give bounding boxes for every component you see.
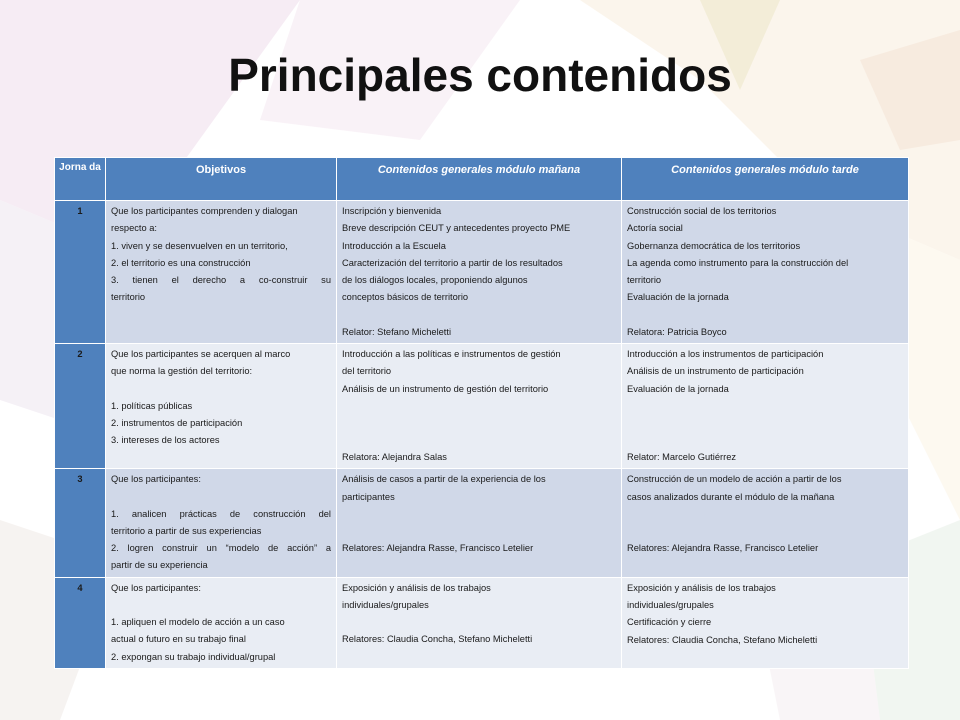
contenido-line: Análisis de un instrumento de gestión del territorio	[342, 383, 549, 394]
page-title: Principales contenidos	[228, 49, 732, 101]
tarde-cell	[622, 344, 909, 469]
objetivo-intro: Que los participantes:	[111, 582, 201, 593]
contenido-line: conceptos básicos de territorio	[342, 292, 469, 303]
manana-cell	[337, 469, 622, 577]
objetivo-intro: que norma la gestión del territorio:	[111, 366, 253, 377]
relator-line: Relator: Stefano Micheletti	[342, 326, 452, 337]
row-number: 2	[55, 344, 106, 469]
header-objetivos: Objetivos	[106, 158, 337, 201]
contenido-line: Caracterización del territorio a partir de los resultados	[342, 257, 563, 268]
tarde-cell	[622, 469, 909, 577]
objetivo-item: partir de su experiencia	[111, 560, 208, 571]
objetivos-cell	[106, 469, 337, 577]
relator-line: Relatores: Claudia Concha, Stefano Micheletti	[342, 634, 533, 645]
contenido-line: Introducción a los instrumentos de participación	[627, 349, 824, 360]
row-number: 4	[55, 577, 106, 668]
objetivo-intro: Que los participantes se acerquen al marco	[111, 349, 291, 360]
objetivo-item: 2. expongan su trabajo individual/grupal	[111, 651, 276, 662]
relator-line: Relator: Marcelo Gutiérrez	[627, 451, 737, 462]
objetivos-cell	[106, 577, 337, 668]
contenido-line: Evaluación de la jornada	[627, 292, 729, 303]
manana-cell	[337, 344, 622, 469]
row-number: 1	[55, 201, 106, 344]
contenido-line: Introducción a la Escuela	[342, 240, 446, 251]
relator-line: Relatores: Alejandra Rasse, Francisco Letelier	[627, 542, 819, 553]
contenido-line: casos analizados durante el módulo de la mañana	[627, 491, 835, 502]
contenido-line: participantes	[342, 491, 395, 502]
objetivo-item: 2. el territorio es una construcción	[111, 257, 251, 268]
contenido-line: Actoría social	[627, 223, 683, 234]
contenido-line: individuales/grupales	[342, 600, 429, 611]
contenido-line: Exposición y análisis de los trabajos	[342, 582, 491, 593]
contenido-line: Inscripción y bienvenida	[342, 206, 442, 216]
relator-line: Relatores: Claudia Concha, Stefano Micheletti	[627, 634, 818, 645]
relator-line: Relatores: Alejandra Rasse, Francisco Letelier	[342, 542, 534, 553]
table-row	[55, 201, 909, 344]
objetivo-item: 3. intereses de los actores	[111, 435, 220, 446]
objetivos-cell	[106, 344, 337, 469]
contenido-line: individuales/grupales	[627, 600, 714, 611]
tarde-cell	[622, 201, 909, 344]
contenido-line: Construcción social de los territorios	[627, 206, 777, 216]
header-modulo-manana: Contenidos generales módulo mañana	[337, 158, 622, 201]
table-header-row	[55, 158, 909, 201]
row-number: 3	[55, 469, 106, 577]
objetivo-item: 1. viven y se desenvuelven en un territorio,	[111, 240, 288, 251]
objetivo-intro: Que los participantes:	[111, 474, 201, 485]
contenido-line: Gobernanza democrática de los territorios	[627, 240, 801, 251]
objetivo-intro: respecto a:	[111, 223, 157, 234]
contenido-line: de los diálogos locales, proponiendo algunos	[342, 275, 528, 286]
content-table	[54, 157, 909, 669]
table-row	[55, 469, 909, 577]
relator-line: Relatora: Patricia Boyco	[627, 326, 727, 337]
contenido-line: Construcción de un modelo de acción a partir de los	[627, 474, 842, 485]
contenido-line: Introducción a las políticas e instrumentos de gestión	[342, 349, 561, 360]
objetivos-cell	[106, 201, 337, 344]
contenido-line: territorio	[627, 275, 662, 286]
tarde-cell	[622, 577, 909, 668]
contenido-line: Breve descripción CEUT y antecedentes proyecto PME	[342, 223, 571, 234]
objetivo-item: 1. apliquen el modelo de acción a un caso	[111, 617, 285, 628]
objetivo-item: 1. analicen prácticas de construcción del	[111, 508, 331, 519]
manana-cell	[337, 577, 622, 668]
header-jornada: Jorna da	[55, 158, 106, 201]
contenido-line: Evaluación de la jornada	[627, 383, 729, 394]
objetivo-item: 3. tienen el derecho a co-construir su	[111, 275, 331, 286]
objetivo-item: actual o futuro en su trabajo final	[111, 634, 246, 645]
objetivo-intro: Que los participantes comprenden y dialogan	[111, 206, 298, 216]
relator-line: Relatora: Alejandra Salas	[342, 451, 447, 462]
contenido-line: Análisis de casos a partir de la experiencia de los	[342, 474, 546, 485]
manana-cell	[337, 201, 622, 344]
objetivo-item: 2. logren construir un “modelo de acción” a	[111, 543, 331, 554]
objetivo-item: territorio	[111, 292, 146, 303]
contenido-line: Análisis de un instrumento de participación	[627, 366, 804, 377]
table-row	[55, 344, 909, 469]
contenido-line: La agenda como instrumento para la construcción del	[627, 257, 849, 268]
contenido-line: Exposición y análisis de los trabajos	[627, 582, 776, 593]
objetivo-item: 2. instrumentos de participación	[111, 417, 243, 428]
table-row	[55, 577, 909, 668]
contenido-line: del territorio	[342, 366, 392, 377]
objetivo-item: territorio a partir de sus experiencias	[111, 525, 262, 536]
contenido-line: Certificación y cierre	[627, 617, 712, 628]
header-modulo-tarde: Contenidos generales módulo tarde	[622, 158, 909, 201]
objetivo-item: 1. políticas públicas	[111, 400, 193, 411]
